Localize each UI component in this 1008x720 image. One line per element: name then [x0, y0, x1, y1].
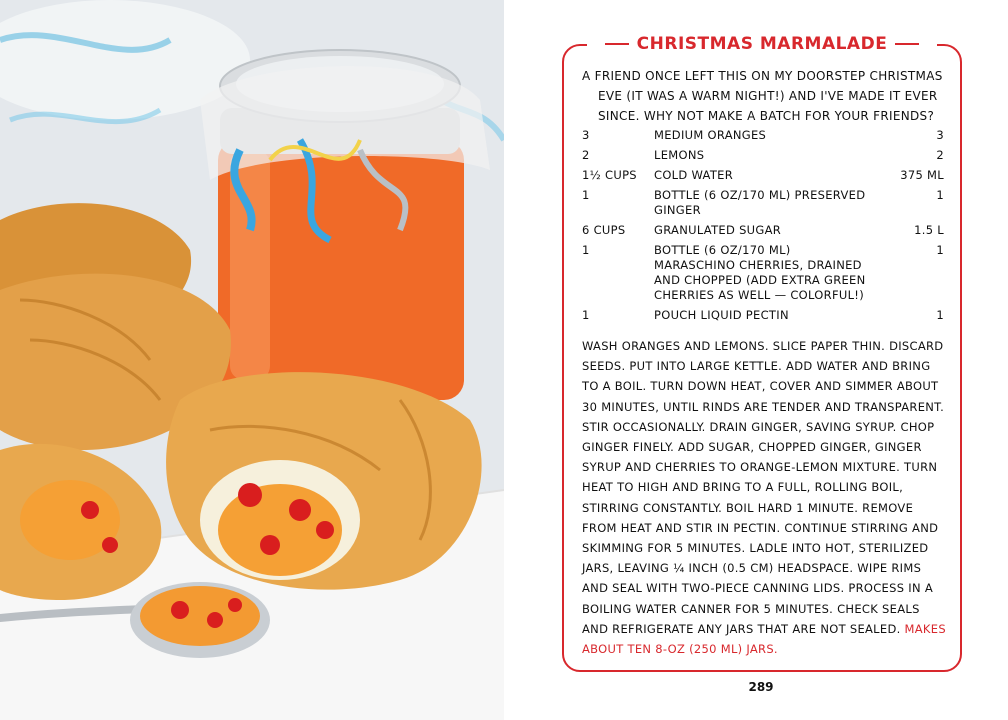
ingredient-description: COLD WATER: [654, 168, 733, 182]
ingredient-metric-amount: 375 ML: [900, 168, 944, 182]
ingredient-metric-amount: 1: [936, 188, 944, 202]
ingredient-us-amount: 1½ CUPS: [582, 168, 637, 182]
ingredients-list: [582, 128, 944, 328]
ingredient-us-amount: 3: [582, 128, 590, 142]
ingredient-row: [582, 168, 944, 183]
ingredient-metric-amount: 3: [936, 128, 944, 142]
ingredient-row: [582, 223, 944, 238]
ingredient-metric-amount: 1: [936, 243, 944, 257]
ingredient-metric-amount: 1: [936, 308, 944, 322]
ingredient-row: [582, 308, 944, 323]
method-text: WASH ORANGES AND LEMONS. SLICE PAPER THIN. DISCARD SEEDS. PUT INTO LARGE KETTLE. ADD WATER AND BRING TO A BOIL. TURN DOWN HEAT, COVER AND SIMMER ABOUT 30 MINUTES, UNTIL RINDS ARE TENDER AND TRANSPARENT. STIR OCCASIONALLY. DRAIN GINGER, SAVING SYRUP. CHOP GINGER FINELY. ADD SUGAR, CHOPPED GINGER, GINGER SYRUP AND CHERRIES TO ORANGE-LEMON MIXTURE. TURN HEAT TO HIGH AND BRING TO A FULL, ROLLING BOIL, STIRRING CONSTANTLY. BOIL HARD 1 MINUTE. REMOVE FROM HEAT AND STIR IN PECTIN. CONTINUE STIRRING AND SKIMMING FOR 5 MINUTES. LADLE INTO HOT, STERILIZED JARS, LEAVING ¼ INCH (0.5 CM) HEADSPACE. WIPE RIMS AND SEAL WITH TWO-PIECE CANNING LIDS. PROCESS IN A BOILING WATER CANNER FOR 5 MINUTES. CHECK SEALS AND REFRIGERATE ANY JARS THAT ARE NOT SEALED.: [582, 339, 945, 636]
ingredient-us-amount: 1: [582, 308, 590, 322]
recipe-card: [562, 34, 962, 672]
ingredient-us-amount: 1: [582, 243, 590, 257]
recipe-yield: MAKES ABOUT TEN 8-OZ (250 ML) JARS.: [582, 621, 946, 657]
ingredient-row: [582, 188, 944, 218]
recipe-method: [582, 336, 948, 659]
page-number: 289: [748, 680, 774, 694]
ingredient-row: [582, 148, 944, 163]
ingredient-us-amount: 2: [582, 148, 590, 162]
ingredient-row: [582, 128, 944, 143]
ingredient-us-amount: 1: [582, 188, 590, 202]
ingredient-description: MEDIUM ORANGES: [654, 128, 767, 142]
ingredient-us-amount: 6 CUPS: [582, 223, 626, 237]
ingredient-description: BOTTLE (6 OZ/170 ML) PRESERVED GINGER: [654, 188, 866, 217]
ingredient-metric-amount: 1.5 L: [914, 223, 944, 237]
ingredient-description: POUCH LIQUID PECTIN: [654, 308, 789, 322]
ingredient-row: [582, 243, 944, 303]
recipe-title-wrap: [564, 34, 960, 54]
ingredient-description: LEMONS: [654, 148, 705, 162]
recipe-intro: A FRIEND ONCE LEFT THIS ON MY DOORSTEP CHRISTMAS EVE (IT WAS A WARM NIGHT!) AND I'VE MADE IT EVER SINCE. WHY NOT MAKE A BATCH FOR YOUR FRIENDS?: [582, 69, 943, 123]
ingredient-metric-amount: 2: [936, 148, 944, 162]
ingredient-description: BOTTLE (6 OZ/170 ML) MARASCHINO CHERRIES, DRAINED AND CHOPPED (ADD EXTRA GREEN CHERRIES AS WELL — COLORFUL!): [654, 243, 866, 302]
recipe-title: CHRISTMAS MARMALADE: [587, 34, 938, 54]
ingredient-description: GRANULATED SUGAR: [654, 223, 782, 237]
